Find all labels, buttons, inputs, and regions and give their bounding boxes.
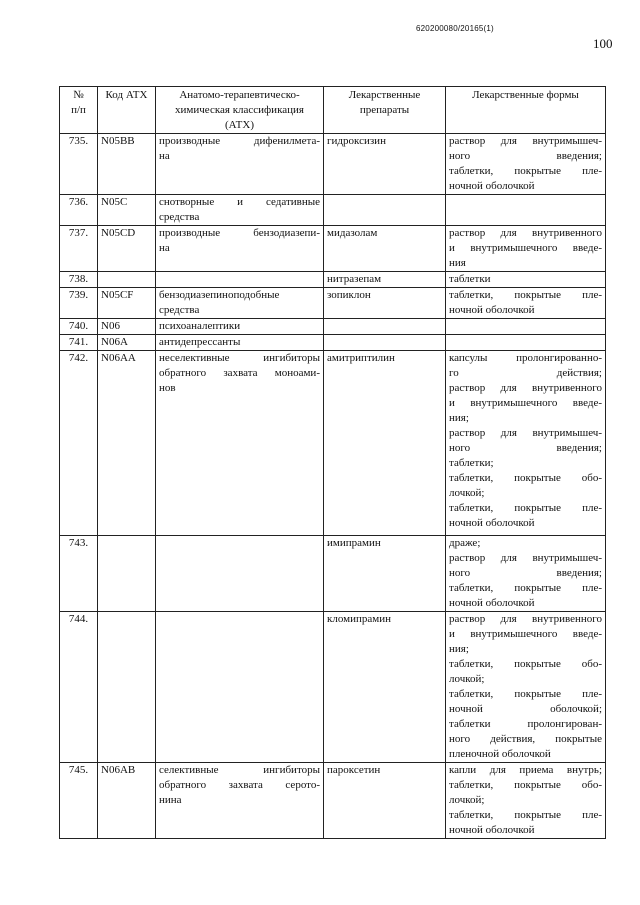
cell-line: таблетки;: [449, 457, 494, 469]
document-id: 620200080/20165(1): [416, 24, 494, 33]
cell-line: капсулы пролонгированно-: [449, 352, 602, 364]
drug-name: гидроксизин: [324, 134, 446, 195]
cell-line: раствор для внутривенного: [449, 613, 602, 625]
atc-classification: [156, 612, 324, 763]
atc-classification: [156, 226, 324, 272]
cell-line: таблетки, покрытые обо-: [449, 472, 602, 484]
table-row: [60, 195, 606, 226]
cell-line: и внутримышечного введе-: [449, 628, 602, 640]
cell-line: таблетки пролонгирован-: [449, 718, 602, 730]
row-number: 740.: [60, 319, 98, 335]
cell-line: производные бензодиазепи-: [159, 227, 320, 239]
table-row: [60, 319, 606, 335]
atc-code: N05CF: [98, 288, 156, 319]
cell-line: и внутримышечного введе-: [449, 397, 602, 409]
table-row: [60, 272, 606, 288]
atc-code: N06AB: [98, 763, 156, 839]
cell-line: обратного захвата моноами-: [159, 367, 320, 379]
cell-line: ночной оболочкой: [449, 304, 535, 316]
cell-line: неселективные ингибиторы: [159, 352, 320, 364]
table-row: [60, 134, 606, 195]
cell-line: и внутримышечного введе-: [449, 242, 602, 254]
cell-line: препараты: [359, 104, 410, 116]
drug-name: кломипрамин: [324, 612, 446, 763]
drug-name: [324, 335, 446, 351]
cell-line: драже;: [449, 537, 481, 549]
cell-line: ния;: [449, 643, 469, 655]
cell-line: нов: [159, 382, 176, 394]
row-number: 739.: [60, 288, 98, 319]
row-number: 736.: [60, 195, 98, 226]
cell-line: таблетки: [449, 273, 491, 285]
cell-line: ного введения;: [449, 567, 602, 579]
cell-line: средства: [159, 304, 200, 316]
cell-line: раствор для внутримышеч-: [449, 427, 602, 439]
atc-classification: [156, 351, 324, 536]
cell-line: нина: [159, 794, 182, 806]
cell-line: го действия;: [449, 367, 602, 379]
cell-line: таблетки, покрытые пле-: [449, 502, 602, 514]
dosage-forms: [446, 319, 606, 335]
cell-line: п/п: [71, 104, 86, 116]
dosage-forms: [446, 195, 606, 226]
drug-name: имипрамин: [324, 536, 446, 612]
row-number: 742.: [60, 351, 98, 536]
atc-code: N05BB: [98, 134, 156, 195]
atc-classification: [156, 319, 324, 335]
table-row: [60, 226, 606, 272]
cell-line: ночной оболочкой: [449, 517, 535, 529]
cell-line: лочкой;: [449, 487, 485, 499]
dosage-forms: [446, 335, 606, 351]
atc-classification: [156, 763, 324, 839]
drug-name: [324, 195, 446, 226]
dosage-forms: [446, 288, 606, 319]
atc-code: [98, 272, 156, 288]
header-drugs: [324, 87, 446, 134]
atc-classification: [156, 536, 324, 612]
table-row: [60, 288, 606, 319]
page-number: 100: [593, 36, 613, 51]
row-number: 738.: [60, 272, 98, 288]
drug-name: нитразепам: [324, 272, 446, 288]
cell-line: снотворные и седативные: [159, 196, 320, 208]
dosage-forms: [446, 536, 606, 612]
cell-line: таблетки, покрытые пле-: [449, 289, 602, 301]
cell-line: раствор для внутримышеч-: [449, 552, 602, 564]
cell-line: таблетки, покрытые обо-: [449, 658, 602, 670]
atc-classification: [156, 272, 324, 288]
cell-line: на: [159, 150, 170, 162]
atc-classification: [156, 335, 324, 351]
cell-line: ночной оболочкой: [449, 824, 535, 836]
row-number: 743.: [60, 536, 98, 612]
row-number: 737.: [60, 226, 98, 272]
table-row: [60, 335, 606, 351]
drug-name: зопиклон: [324, 288, 446, 319]
table-row: [60, 351, 606, 536]
row-number: 735.: [60, 134, 98, 195]
cell-line: антидепрессанты: [159, 336, 241, 348]
dosage-forms: [446, 226, 606, 272]
cell-line: раствор для внутримышеч-: [449, 135, 602, 147]
drug-name: амитриптилин: [324, 351, 446, 536]
cell-line: на: [159, 242, 170, 254]
cell-line: ния: [449, 257, 466, 269]
cell-line: бензодиазепиноподобные: [159, 289, 280, 301]
cell-line: психоаналептики: [159, 320, 241, 332]
cell-line: (АТХ): [225, 119, 254, 131]
cell-line: обратного захвата серото-: [159, 779, 320, 791]
row-number: 741.: [60, 335, 98, 351]
cell-line: таблетки, покрытые пле-: [449, 809, 602, 821]
cell-line: ного введения;: [449, 150, 602, 162]
cell-line: ного введения;: [449, 442, 602, 454]
cell-line: пленочной оболочкой: [449, 748, 551, 760]
atc-code: N06: [98, 319, 156, 335]
cell-line: №: [73, 89, 84, 101]
dosage-forms: [446, 351, 606, 536]
atc-classification: [156, 134, 324, 195]
cell-line: селективные ингибиторы: [159, 764, 320, 776]
table-row: [60, 536, 606, 612]
cell-line: ного действия, покрытые: [449, 733, 602, 745]
row-number: 745.: [60, 763, 98, 839]
cell-line: Лекарственные формы: [472, 89, 579, 101]
dosage-forms: [446, 763, 606, 839]
cell-line: таблетки, покрытые пле-: [449, 582, 602, 594]
row-number: 744.: [60, 612, 98, 763]
cell-line: лочкой;: [449, 794, 485, 806]
atc-code: N05C: [98, 195, 156, 226]
header-atc-code: [98, 87, 156, 134]
cell-line: ночной оболочкой;: [449, 703, 602, 715]
cell-line: таблетки, покрытые обо-: [449, 779, 602, 791]
atc-code: N06A: [98, 335, 156, 351]
drug-name: [324, 319, 446, 335]
table-row: [60, 612, 606, 763]
cell-line: раствор для внутривенного: [449, 382, 602, 394]
cell-line: средства: [159, 211, 200, 223]
cell-line: Код АТХ: [105, 89, 148, 101]
cell-line: Лекарственные: [348, 89, 421, 101]
cell-line: ния;: [449, 412, 469, 424]
atc-code: N06AA: [98, 351, 156, 536]
header-dosage-forms: [446, 87, 606, 134]
table-body: [60, 134, 606, 839]
cell-line: лочкой;: [449, 673, 485, 685]
dosage-forms: [446, 272, 606, 288]
dosage-forms: [446, 134, 606, 195]
header-number: [60, 87, 98, 134]
drug-name: мидазолам: [324, 226, 446, 272]
cell-line: ночной оболочкой: [449, 597, 535, 609]
cell-line: капли для приема внутрь;: [449, 764, 602, 776]
cell-line: ночной оболочкой: [449, 180, 535, 192]
table-row: [60, 763, 606, 839]
cell-line: Анатомо-терапевтическо-: [179, 89, 300, 101]
atc-classification: [156, 195, 324, 226]
cell-line: химическая классификация: [175, 104, 304, 116]
cell-line: производные дифенилмета-: [159, 135, 320, 147]
dosage-forms: [446, 612, 606, 763]
header-atc-classification: [156, 87, 324, 134]
atc-classification: [156, 288, 324, 319]
atc-code: [98, 536, 156, 612]
cell-line: таблетки, покрытые пле-: [449, 688, 602, 700]
table-header-row: [60, 87, 606, 134]
cell-line: таблетки, покрытые пле-: [449, 165, 602, 177]
atc-drug-table: [59, 86, 606, 839]
cell-line: раствор для внутривенного: [449, 227, 602, 239]
drug-name: пароксетин: [324, 763, 446, 839]
atc-code: N05CD: [98, 226, 156, 272]
atc-code: [98, 612, 156, 763]
